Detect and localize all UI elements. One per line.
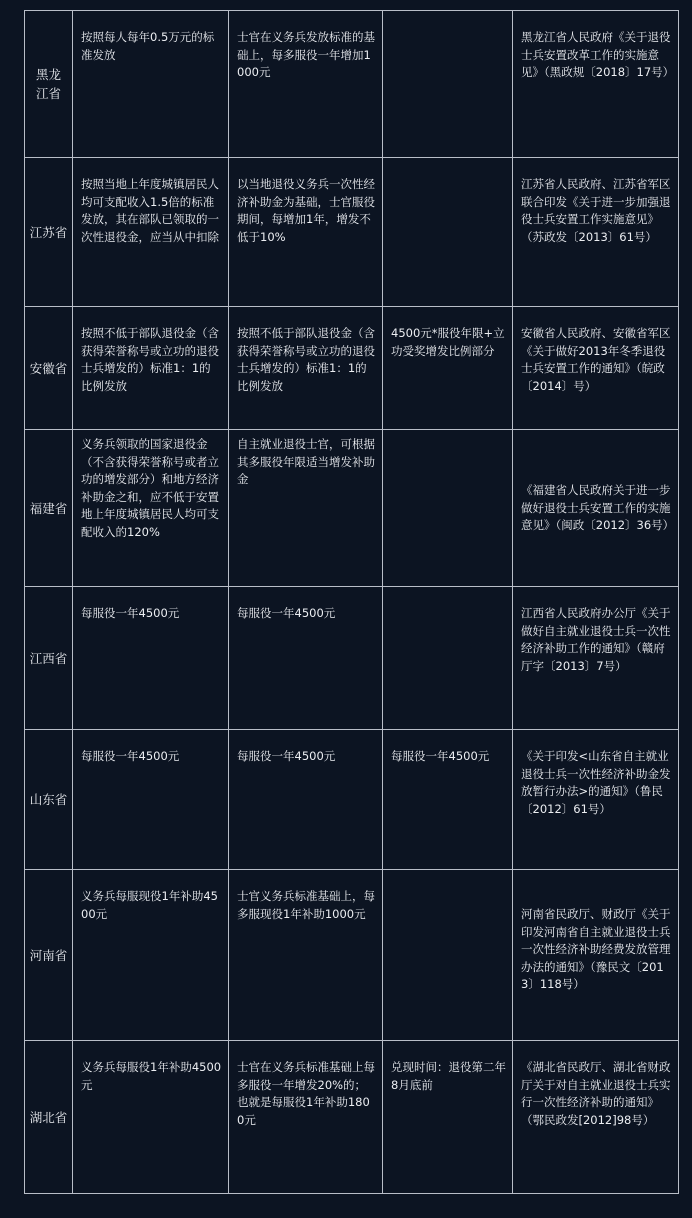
sergeant-standard-cell: 每服役一年4500元 — [229, 730, 383, 870]
policy-source-cell: 《福建省人民政府关于进一步做好退役士兵安置工作的实施意见》（闽政〔2012〕36号） — [513, 430, 679, 587]
policy-source-cell: 《湖北省民政厅、湖北省财政厅关于对自主就业退役士兵实行一次性经济补助的通知》（鄂民政发[2012]98号） — [513, 1041, 679, 1194]
policy-source-cell: 《关于印发<山东省自主就业退役士兵一次性经济补助金发放暂行办法>的通知》（鲁民〔2012〕61号） — [513, 730, 679, 870]
extra-note-cell: 4500元*服役年限+立功受奖增发比例部分 — [383, 307, 513, 430]
table-row-jiangsu — [25, 158, 679, 307]
policy-source-cell: 江西省人民政府办公厅《关于做好自主就业退役士兵一次性经济补助工作的通知》（赣府厅字〔2013〕7号） — [513, 587, 679, 730]
table-row-hubei — [25, 1041, 679, 1194]
province-name: 安徽省 — [29, 360, 68, 376]
compulsory-standard-cell: 每服役一年4500元 — [73, 730, 229, 870]
province-cell — [25, 730, 73, 870]
table-row-jiangxi — [25, 587, 679, 730]
sergeant-standard-cell: 士官在义务兵标准基础上每多服役一年增发20%的；也就是每服役1年补助1800元 — [229, 1041, 383, 1194]
extra-note-cell: 兑现时间：退役第二年8月底前 — [383, 1041, 513, 1194]
province-cell — [25, 430, 73, 587]
extra-note-cell — [383, 587, 513, 730]
extra-note-cell — [383, 158, 513, 307]
province-cell — [25, 307, 73, 430]
extra-note-cell — [383, 430, 513, 587]
province-cell — [25, 1041, 73, 1194]
province-name: 山东省 — [29, 792, 68, 807]
extra-note-cell — [383, 870, 513, 1041]
policy-table — [24, 10, 679, 1194]
compulsory-standard-cell: 义务兵每服役1年补助4500元 — [73, 1041, 229, 1194]
policy-source-cell: 江苏省人民政府、江苏省军区联合印发《关于进一步加强退役士兵安置工作实施意见》（苏政发〔2013〕61号） — [513, 158, 679, 307]
policy-source-cell: 黑龙江省人民政府《关于退役士兵安置改革工作的实施意见》（黑政规〔2018〕17号） — [513, 11, 679, 158]
extra-note-cell: 每服役一年4500元 — [383, 730, 513, 870]
compulsory-standard-cell: 义务兵领取的国家退役金（不含获得荣誉称号或者立功的增发部分）和地方经济补助金之和，应不低于安置地上年度城镇居民人均可支配收入的120% — [73, 430, 229, 587]
sergeant-standard-cell: 自主就业退役士官，可根据其多服役年限适当增发补助金 — [229, 430, 383, 587]
sergeant-standard-cell: 按照不低于部队退役金（含获得荣誉称号或立功的退役士兵增发的）标准1：1的比例发放 — [229, 307, 383, 430]
compulsory-standard-cell: 按照不低于部队退役金（含获得荣誉称号或立功的退役士兵增发的）标准1：1的比例发放 — [73, 307, 229, 430]
province-name: 河南省 — [29, 947, 68, 963]
compulsory-standard-cell: 按照每人每年0.5万元的标准发放 — [73, 11, 229, 158]
table-row-heilongjiang — [25, 11, 679, 158]
province-cell — [25, 11, 73, 158]
policy-source-cell: 河南省民政厅、财政厅《关于印发河南省自主就业退役士兵一次性经济补助经费发放管理办法的通知》（豫民文〔2013〕118号） — [513, 870, 679, 1041]
policy-source-cell: 安徽省人民政府、安徽省军区《关于做好2013年冬季退役士兵安置工作的通知》（皖政〔2014〕号） — [513, 307, 679, 430]
province-cell — [25, 587, 73, 730]
table-row-henan — [25, 870, 679, 1041]
extra-note-cell — [383, 11, 513, 158]
province-cell — [25, 870, 73, 1041]
province-name: 江苏省 — [29, 224, 68, 240]
compulsory-standard-cell: 按照当地上年度城镇居民人均可支配收入1.5倍的标准发放，其在部队已领取的一次性退役金，应当从中扣除 — [73, 158, 229, 307]
sergeant-standard-cell: 士官在义务兵发放标准的基础上，每多服役一年增加1000元 — [229, 11, 383, 158]
sergeant-standard-cell: 以当地退役义务兵一次性经济补助金为基础，士官服役期间，每增加1年，增发不低于10% — [229, 158, 383, 307]
table-row-anhui — [25, 307, 679, 430]
sergeant-standard-cell: 每服役一年4500元 — [229, 587, 383, 730]
compulsory-standard-cell: 义务兵每服现役1年补助4500元 — [73, 870, 229, 1041]
table-row-fujian — [25, 430, 679, 587]
compulsory-standard-cell: 每服役一年4500元 — [73, 587, 229, 730]
province-cell — [25, 158, 73, 307]
province-name: 福建省 — [29, 500, 68, 516]
province-name: 湖北省 — [29, 1109, 68, 1125]
province-name: 黑龙 江省 — [35, 67, 61, 101]
sergeant-standard-cell: 士官义务兵标准基础上，每多服现役1年补助1000元 — [229, 870, 383, 1041]
province-name: 江西省 — [29, 650, 68, 666]
table-row-shandong — [25, 730, 679, 870]
